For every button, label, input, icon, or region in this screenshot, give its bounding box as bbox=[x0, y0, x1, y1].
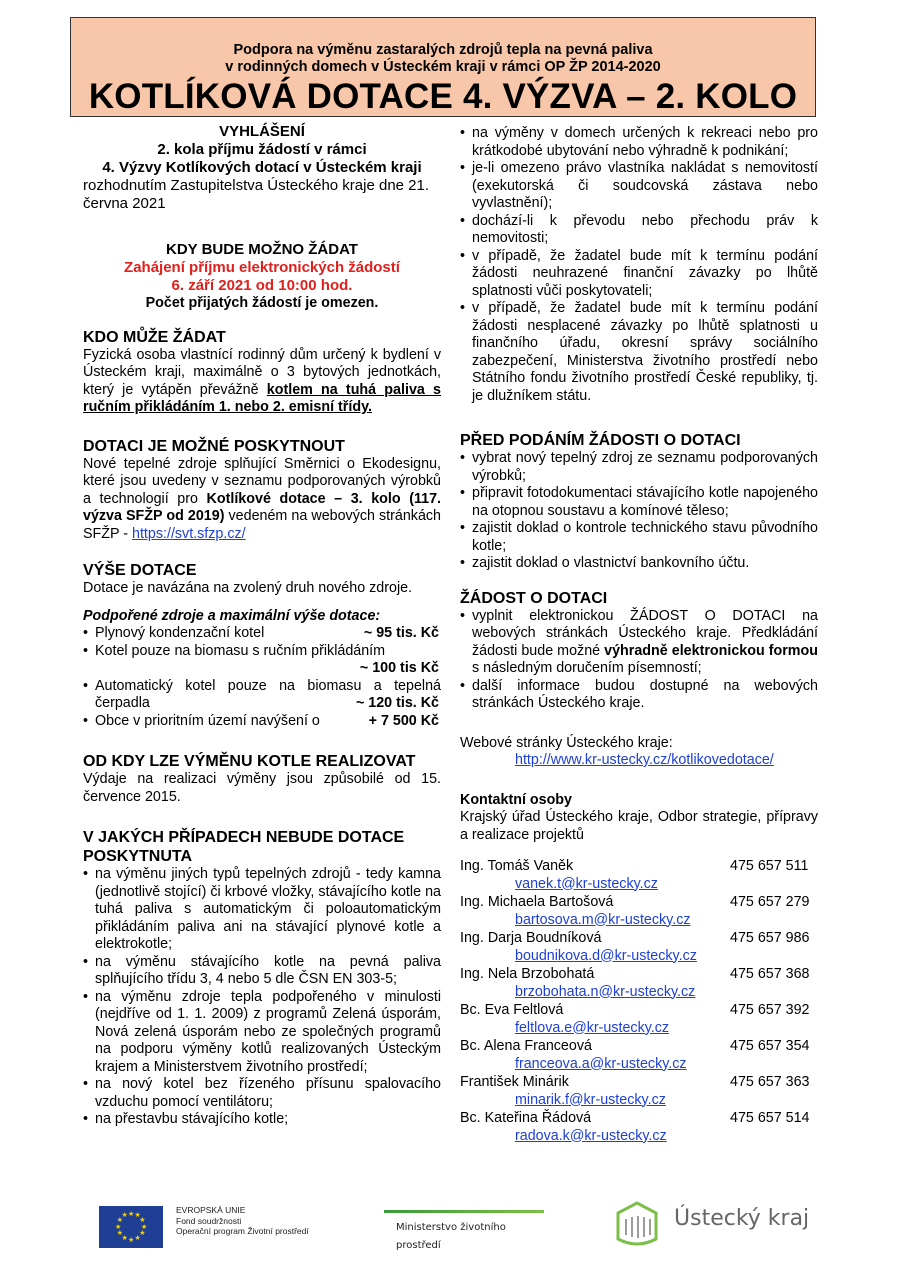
announce-line-3: 4. Výzvy Kotlíkových dotací v Ústeckém kraji bbox=[102, 159, 422, 176]
eu-star-icon: ★ bbox=[116, 1217, 124, 1224]
contact-email-link[interactable]: franceova.a@kr-ustecky.cz bbox=[515, 1055, 687, 1072]
amount-item: • Plynový kondenzační kotel ~ 95 tis. Kč bbox=[83, 625, 441, 643]
before-list bbox=[460, 450, 818, 573]
contact-phone: 475 657 368 bbox=[730, 966, 810, 982]
eu-flag-icon bbox=[99, 1206, 163, 1248]
eu-star-icon: ★ bbox=[134, 1234, 141, 1242]
amount-intro: Dotace je navázána na zvolený druh nového zdroje. bbox=[83, 580, 413, 596]
mzp-logo: Ministerstvo životního prostředí bbox=[384, 1210, 544, 1254]
contact-name: František Minárik bbox=[460, 1074, 569, 1090]
amount-heading: VÝŠE DOTACE bbox=[83, 562, 197, 579]
contact-row bbox=[460, 1074, 818, 1092]
contact-phone: 475 657 514 bbox=[730, 1110, 810, 1126]
not-item: • na výměny v domech určených k rekreaci nebo pro krátkodobé ubytování nebo výhradně k podnikání; bbox=[460, 125, 818, 160]
contact-name: Bc. Eva Feltlová bbox=[460, 1002, 564, 1018]
contact-row bbox=[460, 1110, 818, 1128]
left-column bbox=[83, 123, 441, 1129]
contact-row bbox=[460, 1002, 818, 1020]
contact-name: Bc. Kateřina Řádová bbox=[460, 1110, 592, 1126]
contacts-table bbox=[460, 858, 818, 1146]
contact-email-row bbox=[460, 1128, 818, 1147]
contact-phone: 475 657 354 bbox=[730, 1038, 810, 1054]
amount-item: • Kotel pouze na biomasu s ručním přikládáním ~ 100 tis Kč bbox=[83, 643, 441, 678]
when-heading: KDY BUDE MOŽNO ŽÁDAT bbox=[166, 241, 358, 258]
contact-phone: 475 657 511 bbox=[730, 858, 809, 874]
eu-star-icon: ★ bbox=[121, 1212, 128, 1220]
eu-star-icon: ★ bbox=[128, 1210, 135, 1218]
contact-row bbox=[460, 858, 818, 876]
contact-email-link[interactable]: minarik.f@kr-ustecky.cz bbox=[515, 1091, 666, 1108]
contact-email-link[interactable]: bartosova.m@kr-ustecky.cz bbox=[515, 911, 691, 928]
who-bold: kotlem na tuhá paliva s ručním přikládáním 1. nebo 2. emisní třídy. bbox=[83, 381, 441, 415]
web-link[interactable]: http://www.kr-ustecky.cz/kotlikovedotace/ bbox=[515, 752, 774, 768]
not-item: • na výměnu zdroje tepla podpořeného v minulosti (nejdříve od 1. 1. 2009) z programů Zelená úsporám, Nová zelená úsporám nebo ze společných programů na podporu výměny kotlů realizovaných Ústeckým krajem a Ministerstvem životního prostředí; bbox=[83, 989, 441, 1077]
contact-row bbox=[460, 930, 818, 948]
not-heading: V JAKÝCH PŘÍPADECH NEBUDE DOTACE POSKYTNUTA bbox=[83, 829, 405, 865]
header-banner bbox=[70, 17, 816, 117]
who-heading: KDO MŮŽE ŽÁDAT bbox=[83, 328, 226, 346]
contact-phone: 475 657 986 bbox=[730, 930, 810, 946]
announce-heading: VYHLÁŠENÍ bbox=[219, 123, 305, 140]
contact-email-link[interactable]: boudnikova.d@kr-ustecky.cz bbox=[515, 947, 697, 964]
since-heading: OD KDY LZE VÝMĚNU KOTLE REALIZOVAT bbox=[83, 753, 416, 770]
eu-star-icon: ★ bbox=[115, 1223, 122, 1231]
before-item: • zajistit doklad o vlastnictví bankovního účtu. bbox=[460, 555, 818, 573]
amount-item: • Automatický kotel pouze na biomasu a tepelná čerpadla ~ 120 tis. Kč bbox=[83, 678, 441, 713]
not-item: • na nový kotel bez řízeného přísunu spalovacího vzduchu pomocí ventilátoru; bbox=[83, 1076, 441, 1111]
banner-title: KOTLÍKOVÁ DOTACE 4. VÝZVA – 2. KOLO bbox=[88, 77, 798, 116]
not-item: • dochází-li k převodu nebo přechodu práv k nemovitosti; bbox=[460, 213, 818, 248]
eu-star-icon: ★ bbox=[116, 1230, 124, 1237]
apply-item: • další informace budou dostupné na webových stránkách Ústeckého kraje. bbox=[460, 678, 818, 713]
contact-email-row bbox=[460, 1092, 818, 1111]
before-heading: PŘED PODÁNÍM ŽÁDOSTI O DOTACI bbox=[460, 432, 741, 449]
eu-star-icon: ★ bbox=[139, 1217, 146, 1224]
ustecky-kraj-logo-text: Ústecký kraj bbox=[674, 1206, 810, 1231]
not-item: • v případě, že žadatel bude mít k termínu podání žádosti neuhrazené finanční závazky po lhůtě splatnosti vůči poskytovateli; bbox=[460, 248, 818, 301]
start-date: 6. září 2021 od 10:00 hod. bbox=[171, 277, 353, 294]
contact-row bbox=[460, 1038, 818, 1056]
eu-star-icon: ★ bbox=[139, 1230, 146, 1237]
contact-name: Ing. Tomáš Vaněk bbox=[460, 858, 574, 874]
before-item: • zajistit doklad o kontrole technického stavu původního kotle; bbox=[460, 520, 818, 555]
eu-star-icon: ★ bbox=[141, 1223, 148, 1231]
contact-name: Ing. Nela Brzobohatá bbox=[460, 966, 595, 982]
not-item: • na přestavbu stávajícího kotle; bbox=[83, 1111, 441, 1129]
contact-phone: 475 657 392 bbox=[730, 1002, 810, 1018]
eu-star-icon: ★ bbox=[134, 1212, 141, 1220]
contact-name: Bc. Alena Franceová bbox=[460, 1038, 592, 1054]
eu-star-icon: ★ bbox=[121, 1234, 128, 1242]
announce-line-2: 2. kola příjmu žádostí v rámci bbox=[157, 141, 367, 158]
not-item: • na výměnu stávajícího kotle na pevná paliva splňujícího třídu 3, 4 nebo 5 dle ČSN EN 303-5; bbox=[83, 954, 441, 989]
contact-email-row bbox=[460, 1056, 818, 1075]
apply-heading: ŽÁDOST O DOTACI bbox=[460, 589, 608, 607]
not-list-right bbox=[460, 125, 818, 405]
before-item: • vybrat nový tepelný zdroj ze seznamu podporovaných výrobků; bbox=[460, 450, 818, 485]
contact-phone: 475 657 279 bbox=[730, 894, 810, 910]
contact-row bbox=[460, 966, 818, 984]
not-item: • je-li omezeno právo vlastníka nakládat s nemovitostí (exekutorská či soudcovská zástava nebo vyvlastnění); bbox=[460, 160, 818, 213]
footer-logos bbox=[0, 1196, 900, 1256]
amount-list bbox=[83, 625, 441, 730]
before-item: • připravit fotodokumentaci stávajícího kotle napojeného na otopnou soustavu a komínové těleso; bbox=[460, 485, 818, 520]
grant-heading: DOTACI JE MOŽNÉ POSKYTNOUT bbox=[83, 437, 345, 455]
contact-email-row bbox=[460, 876, 818, 895]
since-text: Výdaje na realizaci výměny jsou způsobilé od 15. července 2015. bbox=[83, 771, 441, 805]
who-text: Fyzická osoba vlastnící rodinný dům určený k bydlení v Ústeckém kraji, maximálně o 3 bytových jednotkách, který je vytápěn převážně kotlem na tuhá paliva s ručním přikládáním 1. nebo 2. emisní třídy. bbox=[83, 346, 441, 415]
contact-email-row bbox=[460, 912, 818, 931]
contacts-office: Krajský úřad Ústeckého kraje, Odbor strategie, přípravy a realizace projektů bbox=[460, 809, 818, 843]
contact-row bbox=[460, 894, 818, 912]
contact-email-link[interactable]: vanek.t@kr-ustecky.cz bbox=[515, 875, 658, 892]
contact-phone: 475 657 363 bbox=[730, 1074, 810, 1090]
apply-list bbox=[460, 608, 818, 713]
amount-subheading: Podpořené zdroje a maximální výše dotace: bbox=[83, 607, 381, 624]
contact-email-row bbox=[460, 948, 818, 967]
limit-note: Počet přijatých žádostí je omezen. bbox=[145, 295, 379, 311]
contact-email-link[interactable]: brzobohata.n@kr-ustecky.cz bbox=[515, 983, 696, 1000]
amount-item: • Obce v prioritním území navýšení o + 7 500 Kč bbox=[83, 713, 441, 731]
apply-item: • vyplnit elektronickou ŽÁDOST O DOTACI na webových stránkách Ústeckého kraje. Předkládání žádosti bude možné výhradně elektronickou formou s následným doručením písemností; bbox=[460, 608, 818, 678]
banner-subtitle bbox=[71, 18, 815, 76]
not-list-left bbox=[83, 866, 441, 1129]
not-item: • v případě, že žadatel bude mít k termínu podání žádosti nesplacené závazky po lhůtě splatnosti u finančního úřadu, okresní správy sociálního zabezpečení, Ministerstva životního prostředí nebo Státního fondu životního prostředí České republiky, tj. je dlužníkem státu. bbox=[460, 300, 818, 405]
web-label: Webové stránky Ústeckého kraje: bbox=[460, 734, 673, 751]
not-item: • na výměnu jiných typů tepelných zdrojů - tedy kamna (jednotlivě stojící) či krbové vložky, stávajícího kotle na tuhá paliva s automatickým či poloautomatickým přikládáním paliva ani na stávající plynové kotle a elektrokotle; bbox=[83, 866, 441, 954]
ustecky-kraj-emblem-icon bbox=[612, 1199, 662, 1249]
contacts-heading: Kontaktní osoby bbox=[460, 791, 572, 808]
contact-email-row bbox=[460, 984, 818, 1003]
contact-email-link[interactable]: radova.k@kr-ustecky.cz bbox=[515, 1127, 667, 1144]
announce-line-4: rozhodnutím Zastupitelstva Ústeckého kraje dne 21. června 2021 bbox=[83, 177, 430, 212]
start-text: Zahájení příjmu elektronických žádostí bbox=[124, 259, 400, 276]
right-column bbox=[460, 125, 818, 1146]
eu-star-icon: ★ bbox=[128, 1236, 135, 1244]
contact-email-link[interactable]: feltlova.e@kr-ustecky.cz bbox=[515, 1019, 670, 1036]
eu-logo-text: EVROPSKÁ UNIE Fond soudržnosti Operační program Životní prostředí bbox=[176, 1205, 309, 1236]
sfzp-link[interactable]: https://svt.sfzp.cz/ bbox=[132, 525, 246, 542]
contact-name: Ing. Michaela Bartošová bbox=[460, 894, 614, 910]
contact-email-row bbox=[460, 1020, 818, 1039]
banner-line-2: v rodinných domech v Ústeckém kraji v rámci OP ŽP 2014-2020 bbox=[225, 59, 661, 75]
grant-text: Nové tepelné zdroje splňující Směrnici o Ekodesignu, které jsou uvedeny v seznamu podporovaných výrobků a technologií pro Kotlíkové dotace – 3. kolo (117. výzva SFŽP od 2019) vedeném na webových stránkách SFŽP - https://svt.sfzp.cz/ bbox=[83, 455, 441, 542]
contact-name: Ing. Darja Boudníková bbox=[460, 930, 602, 946]
banner-line-1: Podpora na výměnu zastaralých zdrojů tepla na pevná paliva bbox=[233, 42, 653, 58]
